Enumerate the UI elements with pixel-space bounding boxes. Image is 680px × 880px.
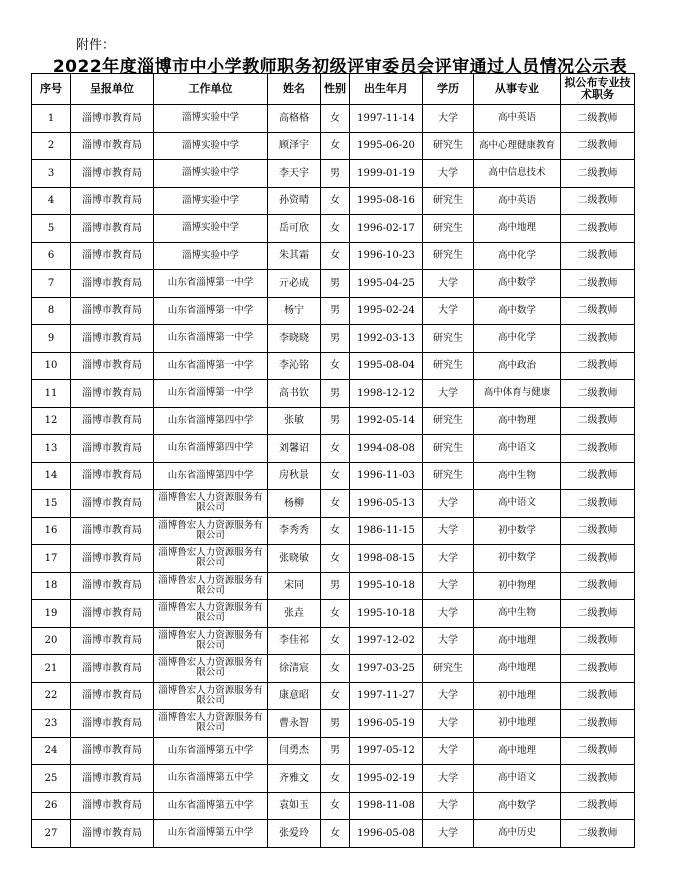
cell-reporting-unit: 淄博市教育局	[71, 187, 154, 215]
cell-education: 大学	[423, 572, 474, 600]
cell-index: 2	[32, 132, 71, 160]
table-body	[32, 105, 635, 848]
cell-education: 研究生	[423, 242, 474, 270]
cell-gender: 男	[321, 297, 350, 325]
cell-specialty: 高中化学	[474, 325, 561, 353]
cell-work-unit: 山东省淄博第四中学	[154, 462, 268, 490]
cell-specialty: 高中地理	[474, 737, 561, 765]
cell-gender: 女	[321, 792, 350, 820]
table-row	[32, 380, 635, 408]
cell-education: 大学	[423, 297, 474, 325]
cell-gender: 女	[321, 132, 350, 160]
cell-education: 大学	[423, 792, 474, 820]
cell-education: 大学	[423, 160, 474, 188]
table-row	[32, 352, 635, 380]
cell-work-unit: 山东省淄博第一中学	[154, 297, 268, 325]
cell-gender: 女	[321, 435, 350, 463]
cell-education: 研究生	[423, 132, 474, 160]
cell-birth-date: 1995-10-18	[350, 600, 423, 628]
cell-index: 20	[32, 627, 71, 655]
cell-birth-date: 1995-04-25	[350, 270, 423, 298]
cell-education: 大学	[423, 710, 474, 738]
table-row	[32, 215, 635, 243]
cell-name: 高书钦	[268, 380, 321, 408]
cell-birth-date: 1995-10-18	[350, 572, 423, 600]
column-header: 学历	[423, 74, 474, 105]
cell-name: 齐雅文	[268, 765, 321, 793]
cell-index: 26	[32, 792, 71, 820]
cell-specialty: 高中化学	[474, 242, 561, 270]
cell-name: 杨柳	[268, 490, 321, 518]
cell-name: 朱其霜	[268, 242, 321, 270]
cell-title: 二级教师	[561, 792, 635, 820]
column-header: 姓名	[268, 74, 321, 105]
cell-work-unit: 淄博实验中学	[154, 132, 268, 160]
cell-birth-date: 1997-11-27	[350, 682, 423, 710]
cell-reporting-unit: 淄博市教育局	[71, 545, 154, 573]
cell-birth-date: 1995-08-16	[350, 187, 423, 215]
cell-specialty: 高中历史	[474, 820, 561, 848]
cell-education: 大学	[423, 490, 474, 518]
cell-education: 研究生	[423, 325, 474, 353]
cell-name: 李天宇	[268, 160, 321, 188]
table-row	[32, 105, 635, 133]
cell-gender: 女	[321, 215, 350, 243]
cell-title: 二级教师	[561, 655, 635, 683]
cell-education: 大学	[423, 627, 474, 655]
cell-title: 二级教师	[561, 435, 635, 463]
column-header: 性别	[321, 74, 350, 105]
cell-specialty: 高中数学	[474, 792, 561, 820]
document-title: 2022年度淄博市中小学教师职务初级评审委员会评审通过人员情况公示表	[52, 57, 628, 77]
table-row	[32, 655, 635, 683]
cell-index: 10	[32, 352, 71, 380]
attachment-label: 附件：	[76, 38, 116, 53]
cell-gender: 男	[321, 737, 350, 765]
table-row	[32, 710, 635, 738]
cell-work-unit: 淄博实验中学	[154, 187, 268, 215]
cell-reporting-unit: 淄博市教育局	[71, 710, 154, 738]
column-header: 呈报单位	[71, 74, 154, 105]
cell-gender: 女	[321, 820, 350, 848]
cell-education: 大学	[423, 380, 474, 408]
table-row	[32, 435, 635, 463]
cell-reporting-unit: 淄博市教育局	[71, 462, 154, 490]
cell-specialty: 高中地理	[474, 627, 561, 655]
cell-title: 二级教师	[561, 132, 635, 160]
cell-birth-date: 1998-12-12	[350, 380, 423, 408]
cell-title: 二级教师	[561, 160, 635, 188]
cell-work-unit: 山东省淄博第五中学	[154, 792, 268, 820]
cell-title: 二级教师	[561, 765, 635, 793]
table-row	[32, 407, 635, 435]
cell-index: 4	[32, 187, 71, 215]
cell-title: 二级教师	[561, 710, 635, 738]
cell-birth-date: 1996-02-17	[350, 215, 423, 243]
cell-reporting-unit: 淄博市教育局	[71, 682, 154, 710]
cell-specialty: 高中生物	[474, 600, 561, 628]
table-row	[32, 160, 635, 188]
table-row	[32, 297, 635, 325]
cell-specialty: 高中体育与健康	[474, 380, 561, 408]
table-row	[32, 270, 635, 298]
cell-specialty: 高中语文	[474, 435, 561, 463]
cell-education: 大学	[423, 517, 474, 545]
cell-reporting-unit: 淄博市教育局	[71, 242, 154, 270]
cell-work-unit: 淄博鲁宏人力资源服务有限公司	[154, 545, 268, 573]
cell-title: 二级教师	[561, 215, 635, 243]
cell-birth-date: 1996-10-23	[350, 242, 423, 270]
cell-index: 7	[32, 270, 71, 298]
cell-education: 大学	[423, 820, 474, 848]
cell-name: 房秋景	[268, 462, 321, 490]
table-row	[32, 462, 635, 490]
cell-gender: 男	[321, 572, 350, 600]
cell-education: 研究生	[423, 187, 474, 215]
cell-title: 二级教师	[561, 545, 635, 573]
cell-name: 徐清宸	[268, 655, 321, 683]
cell-reporting-unit: 淄博市教育局	[71, 737, 154, 765]
cell-name: 袁如玉	[268, 792, 321, 820]
cell-title: 二级教师	[561, 600, 635, 628]
cell-specialty: 高中政治	[474, 352, 561, 380]
cell-birth-date: 1995-02-24	[350, 297, 423, 325]
table-row	[32, 682, 635, 710]
cell-work-unit: 山东省淄博第一中学	[154, 270, 268, 298]
cell-gender: 男	[321, 270, 350, 298]
cell-gender: 女	[321, 627, 350, 655]
cell-work-unit: 淄博实验中学	[154, 160, 268, 188]
cell-education: 大学	[423, 737, 474, 765]
column-header: 拟公布专业技术职务	[561, 74, 635, 105]
cell-work-unit: 淄博鲁宏人力资源服务有限公司	[154, 572, 268, 600]
cell-reporting-unit: 淄博市教育局	[71, 627, 154, 655]
cell-work-unit: 淄博鲁宏人力资源服务有限公司	[154, 710, 268, 738]
cell-education: 大学	[423, 105, 474, 133]
cell-birth-date: 1998-11-08	[350, 792, 423, 820]
cell-title: 二级教师	[561, 242, 635, 270]
cell-name: 李秀秀	[268, 517, 321, 545]
cell-reporting-unit: 淄博市教育局	[71, 297, 154, 325]
cell-specialty: 高中地理	[474, 655, 561, 683]
cell-education: 研究生	[423, 462, 474, 490]
cell-reporting-unit: 淄博市教育局	[71, 765, 154, 793]
cell-reporting-unit: 淄博市教育局	[71, 792, 154, 820]
cell-gender: 女	[321, 545, 350, 573]
cell-work-unit: 淄博鲁宏人力资源服务有限公司	[154, 682, 268, 710]
cell-gender: 男	[321, 325, 350, 353]
table-row	[32, 517, 635, 545]
cell-specialty: 高中物理	[474, 407, 561, 435]
cell-title: 二级教师	[561, 270, 635, 298]
cell-gender: 女	[321, 682, 350, 710]
cell-title: 二级教师	[561, 820, 635, 848]
cell-specialty: 高中语文	[474, 490, 561, 518]
cell-title: 二级教师	[561, 462, 635, 490]
cell-reporting-unit: 淄博市教育局	[71, 325, 154, 353]
table-row	[32, 187, 635, 215]
cell-work-unit: 淄博鲁宏人力资源服务有限公司	[154, 600, 268, 628]
cell-name: 曹永智	[268, 710, 321, 738]
cell-work-unit: 淄博实验中学	[154, 242, 268, 270]
cell-birth-date: 1996-05-08	[350, 820, 423, 848]
table-row	[32, 792, 635, 820]
column-header: 出生年月	[350, 74, 423, 105]
table-row	[32, 627, 635, 655]
cell-index: 11	[32, 380, 71, 408]
cell-specialty: 高中英语	[474, 105, 561, 133]
cell-index: 1	[32, 105, 71, 133]
cell-name: 李晓晓	[268, 325, 321, 353]
table-row	[32, 132, 635, 160]
cell-reporting-unit: 淄博市教育局	[71, 105, 154, 133]
cell-name: 刘馨诏	[268, 435, 321, 463]
cell-name: 宋同	[268, 572, 321, 600]
cell-title: 二级教师	[561, 682, 635, 710]
cell-specialty: 高中数学	[474, 270, 561, 298]
cell-birth-date: 1992-03-13	[350, 325, 423, 353]
cell-specialty: 高中信息技术	[474, 160, 561, 188]
cell-reporting-unit: 淄博市教育局	[71, 517, 154, 545]
cell-work-unit: 淄博鲁宏人力资源服务有限公司	[154, 627, 268, 655]
cell-work-unit: 淄博鲁宏人力资源服务有限公司	[154, 655, 268, 683]
cell-specialty: 初中数学	[474, 517, 561, 545]
cell-title: 二级教师	[561, 105, 635, 133]
table-row	[32, 737, 635, 765]
cell-title: 二级教师	[561, 407, 635, 435]
cell-specialty: 初中数学	[474, 545, 561, 573]
cell-gender: 女	[321, 187, 350, 215]
cell-work-unit: 山东省淄博第五中学	[154, 765, 268, 793]
table-row	[32, 242, 635, 270]
cell-title: 二级教师	[561, 380, 635, 408]
cell-name: 杨宁	[268, 297, 321, 325]
cell-birth-date: 1999-01-19	[350, 160, 423, 188]
cell-gender: 男	[321, 160, 350, 188]
table-row	[32, 490, 635, 518]
cell-gender: 女	[321, 352, 350, 380]
cell-index: 14	[32, 462, 71, 490]
cell-title: 二级教师	[561, 517, 635, 545]
cell-index: 16	[32, 517, 71, 545]
cell-index: 5	[32, 215, 71, 243]
cell-birth-date: 1995-02-19	[350, 765, 423, 793]
cell-specialty: 初中物理	[474, 572, 561, 600]
cell-gender: 女	[321, 517, 350, 545]
cell-name: 亓必成	[268, 270, 321, 298]
cell-birth-date: 1997-03-25	[350, 655, 423, 683]
cell-birth-date: 1995-06-20	[350, 132, 423, 160]
table-row	[32, 325, 635, 353]
cell-work-unit: 山东省淄博第四中学	[154, 435, 268, 463]
cell-specialty: 高中数学	[474, 297, 561, 325]
table-header-row	[32, 74, 635, 105]
cell-reporting-unit: 淄博市教育局	[71, 380, 154, 408]
table-row	[32, 600, 635, 628]
cell-education: 研究生	[423, 352, 474, 380]
cell-gender: 男	[321, 710, 350, 738]
cell-specialty: 高中心理健康教育	[474, 132, 561, 160]
cell-specialty: 高中英语	[474, 187, 561, 215]
cell-index: 19	[32, 600, 71, 628]
cell-birth-date: 1995-08-04	[350, 352, 423, 380]
cell-education: 大学	[423, 545, 474, 573]
cell-work-unit: 山东省淄博第五中学	[154, 820, 268, 848]
column-header: 序号	[32, 74, 71, 105]
cell-specialty: 初中地理	[474, 682, 561, 710]
cell-birth-date: 1992-05-14	[350, 407, 423, 435]
cell-title: 二级教师	[561, 297, 635, 325]
cell-education: 研究生	[423, 215, 474, 243]
cell-title: 二级教师	[561, 187, 635, 215]
cell-birth-date: 1998-08-15	[350, 545, 423, 573]
cell-index: 21	[32, 655, 71, 683]
cell-name: 李佳祁	[268, 627, 321, 655]
cell-index: 25	[32, 765, 71, 793]
cell-reporting-unit: 淄博市教育局	[71, 132, 154, 160]
cell-index: 23	[32, 710, 71, 738]
cell-work-unit: 山东省淄博第一中学	[154, 352, 268, 380]
cell-reporting-unit: 淄博市教育局	[71, 160, 154, 188]
cell-gender: 女	[321, 655, 350, 683]
cell-work-unit: 山东省淄博第一中学	[154, 380, 268, 408]
table-row	[32, 765, 635, 793]
cell-specialty: 高中语文	[474, 765, 561, 793]
cell-birth-date: 1996-11-03	[350, 462, 423, 490]
cell-reporting-unit: 淄博市教育局	[71, 820, 154, 848]
cell-index: 18	[32, 572, 71, 600]
cell-reporting-unit: 淄博市教育局	[71, 270, 154, 298]
cell-reporting-unit: 淄博市教育局	[71, 435, 154, 463]
cell-name: 顾泽宇	[268, 132, 321, 160]
cell-title: 二级教师	[561, 737, 635, 765]
cell-work-unit: 山东省淄博第五中学	[154, 737, 268, 765]
cell-education: 研究生	[423, 435, 474, 463]
cell-title: 二级教师	[561, 627, 635, 655]
cell-reporting-unit: 淄博市教育局	[71, 655, 154, 683]
table-row	[32, 545, 635, 573]
cell-title: 二级教师	[561, 572, 635, 600]
cell-title: 二级教师	[561, 325, 635, 353]
cell-specialty: 初中地理	[474, 710, 561, 738]
cell-birth-date: 1997-12-02	[350, 627, 423, 655]
cell-reporting-unit: 淄博市教育局	[71, 352, 154, 380]
cell-name: 闫勇杰	[268, 737, 321, 765]
cell-education: 大学	[423, 765, 474, 793]
cell-work-unit: 淄博鲁宏人力资源服务有限公司	[154, 517, 268, 545]
cell-title: 二级教师	[561, 490, 635, 518]
cell-index: 6	[32, 242, 71, 270]
cell-reporting-unit: 淄博市教育局	[71, 572, 154, 600]
cell-name: 张垚	[268, 600, 321, 628]
cell-name: 岳可欣	[268, 215, 321, 243]
cell-reporting-unit: 淄博市教育局	[71, 600, 154, 628]
cell-name: 张敏	[268, 407, 321, 435]
cell-index: 3	[32, 160, 71, 188]
cell-birth-date: 1996-05-19	[350, 710, 423, 738]
cell-index: 22	[32, 682, 71, 710]
cell-reporting-unit: 淄博市教育局	[71, 215, 154, 243]
cell-name: 张爱玲	[268, 820, 321, 848]
cell-name: 高格格	[268, 105, 321, 133]
cell-name: 孙资晴	[268, 187, 321, 215]
cell-gender: 女	[321, 765, 350, 793]
cell-gender: 女	[321, 242, 350, 270]
cell-index: 9	[32, 325, 71, 353]
cell-reporting-unit: 淄博市教育局	[71, 407, 154, 435]
table-row	[32, 820, 635, 848]
cell-specialty: 高中生物	[474, 462, 561, 490]
cell-gender: 女	[321, 462, 350, 490]
cell-education: 大学	[423, 682, 474, 710]
cell-reporting-unit: 淄博市教育局	[71, 490, 154, 518]
cell-name: 康意昭	[268, 682, 321, 710]
cell-index: 8	[32, 297, 71, 325]
cell-education: 研究生	[423, 655, 474, 683]
column-header: 从事专业	[474, 74, 561, 105]
cell-education: 研究生	[423, 407, 474, 435]
column-header: 工作单位	[154, 74, 268, 105]
cell-work-unit: 淄博鲁宏人力资源服务有限公司	[154, 490, 268, 518]
cell-education: 大学	[423, 600, 474, 628]
personnel-table	[31, 73, 635, 848]
cell-gender: 女	[321, 600, 350, 628]
cell-work-unit: 山东省淄博第四中学	[154, 407, 268, 435]
cell-work-unit: 山东省淄博第一中学	[154, 325, 268, 353]
cell-name: 李沁铭	[268, 352, 321, 380]
cell-birth-date: 1997-05-12	[350, 737, 423, 765]
cell-work-unit: 淄博实验中学	[154, 215, 268, 243]
cell-gender: 男	[321, 380, 350, 408]
cell-index: 13	[32, 435, 71, 463]
cell-specialty: 高中地理	[474, 215, 561, 243]
cell-gender: 女	[321, 105, 350, 133]
cell-index: 15	[32, 490, 71, 518]
cell-index: 12	[32, 407, 71, 435]
cell-work-unit: 淄博实验中学	[154, 105, 268, 133]
cell-index: 24	[32, 737, 71, 765]
cell-title: 二级教师	[561, 352, 635, 380]
cell-name: 张晓敏	[268, 545, 321, 573]
cell-index: 17	[32, 545, 71, 573]
table-row	[32, 572, 635, 600]
cell-birth-date: 1986-11-15	[350, 517, 423, 545]
cell-gender: 女	[321, 490, 350, 518]
cell-index: 27	[32, 820, 71, 848]
cell-education: 大学	[423, 270, 474, 298]
cell-gender: 男	[321, 407, 350, 435]
cell-birth-date: 1997-11-14	[350, 105, 423, 133]
cell-birth-date: 1996-05-13	[350, 490, 423, 518]
cell-birth-date: 1994-08-08	[350, 435, 423, 463]
